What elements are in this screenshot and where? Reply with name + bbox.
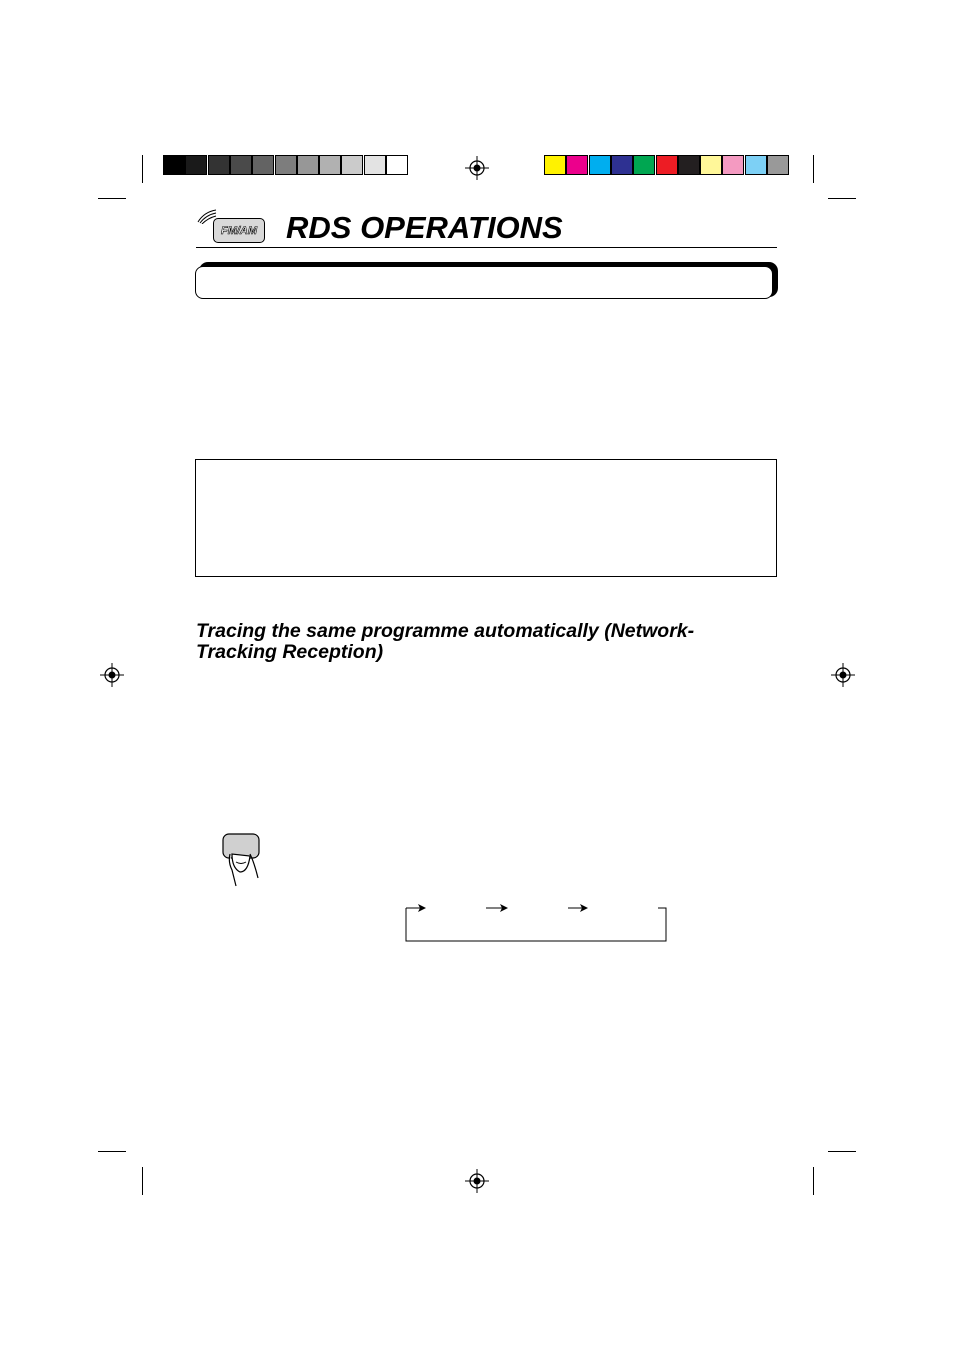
color-bar-swatch (767, 155, 789, 175)
crop-mark-bottom-left-horizontal (98, 1151, 126, 1152)
gray-bar-swatch (341, 155, 363, 175)
crop-mark-bottom-right-vertical (813, 1167, 814, 1195)
color-bar-swatch (656, 155, 678, 175)
crop-mark-top-right-vertical (813, 155, 814, 183)
registration-mark-top-icon (465, 156, 489, 180)
gray-bar-swatch (252, 155, 274, 175)
gray-bar-swatch (364, 155, 386, 175)
page-title: RDS OPERATIONS (286, 210, 563, 245)
color-bar-swatch (700, 155, 722, 175)
gray-bar-swatch (230, 155, 252, 175)
color-bar-swatch (611, 155, 633, 175)
fm-am-icon-label: FM/AM (220, 225, 258, 237)
title-underline (196, 247, 777, 248)
crop-mark-bottom-left-vertical (142, 1167, 143, 1195)
color-bar-swatch (589, 155, 611, 175)
crop-mark-bottom-right-horizontal (828, 1151, 856, 1152)
gray-bar-swatch (297, 155, 319, 175)
color-bar-swatch (745, 155, 767, 175)
fm-am-icon (196, 208, 268, 246)
registration-mark-bottom-icon (465, 1169, 489, 1193)
color-bar-swatch (722, 155, 744, 175)
crop-mark-top-right-horizontal (828, 198, 856, 199)
color-bar-swatch (566, 155, 588, 175)
color-bar-swatch (544, 155, 566, 175)
crop-mark-top-left-horizontal (98, 198, 126, 199)
registration-mark-right-icon (831, 663, 855, 687)
gray-bar-swatch (275, 155, 297, 175)
gray-bar-swatch (386, 155, 408, 175)
color-bar-swatch (633, 155, 655, 175)
section-heading: Tracing the same programme automatically (Network-Tracking Reception) (196, 620, 695, 663)
gray-bar-swatch (163, 155, 185, 175)
finger-press-button-icon (220, 832, 264, 890)
registration-mark-left-icon (100, 663, 124, 687)
gray-bar-swatch (208, 155, 230, 175)
note-box (195, 459, 777, 577)
gray-bar-swatch (185, 155, 207, 175)
crop-mark-top-left-vertical (142, 155, 143, 183)
mode-cycle-diagram (400, 898, 672, 946)
section-banner (195, 266, 773, 299)
color-bar-swatch (678, 155, 700, 175)
gray-bar-swatch (319, 155, 341, 175)
